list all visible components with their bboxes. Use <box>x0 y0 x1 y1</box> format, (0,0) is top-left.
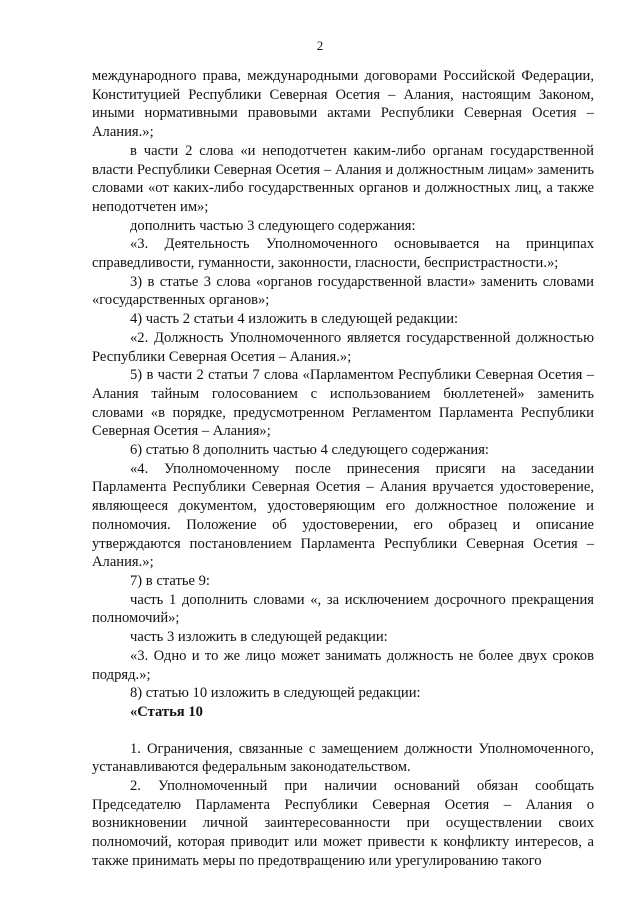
paragraph: часть 1 дополнить словами «, за исключением досрочного прекращения полномочий»; <box>92 591 594 627</box>
paragraph: 8) статью 10 изложить в следующей редакции: <box>130 685 421 702</box>
paragraph: 6) статью 8 дополнить частью 4 следующего содержания: <box>130 442 489 459</box>
paragraph: «2. Должность Уполномоченного является государственной должностью Республики Северная Осетия – Алания.»; <box>92 329 594 365</box>
spacer <box>92 722 594 740</box>
paragraph: 3) в статье 3 слова «органов государственной власти» заменить словами «государственных органов»; <box>92 273 594 309</box>
paragraph: в части 2 слова «и неподотчетен каким-либо органам государственной власти Республики Северная Осетия – Алания и должностным лицам» заменить словами «от каких-либо государственных органов и должностных лиц, а также неподотчетен им»; <box>92 142 594 215</box>
paragraph: «3. Одно и то же лицо может занимать должность не более двух сроков подряд.»; <box>92 647 594 683</box>
paragraph: 4) часть 2 статьи 4 изложить в следующей редакции: <box>130 311 459 328</box>
article-heading: «Статья 10 <box>130 703 203 720</box>
paragraph: часть 3 изложить в следующей редакции: <box>130 629 388 646</box>
paragraph: «4. Уполномоченному после принесения присяги на заседании Парламента Республики Северная Осетия – Алания вручается удостоверение, являющееся документом, удостоверяющим его должностное положение и полномочия. Положение об удостоверении, его образец и описание утверждаются постановлением Парламента Республики Северная Осетия – Алания.»; <box>92 460 594 571</box>
paragraph: 1. Ограничения, связанные с замещением должности Уполномоченного, устанавливаются федеральным законодательством. <box>92 740 594 776</box>
paragraph: 2. Уполномоченный при наличии оснований обязан сообщать Председателю Парламента Республики Северная Осетия – Алания о возникновении личной заинтересованности при осуществлении своих полномочий, которая приводит или может привести к конфликту интересов, а также принимать меры по предотвращению или урегулированию такого <box>92 778 594 869</box>
paragraph: международного права, международными договорами Российской Федерации, Конституцией Республики Северная Осетия – Алания, настоящим Законом, иными нормативными правовыми актами Республики Северная Осетия – Алания.»; <box>92 68 594 141</box>
paragraph: 7) в статье 9: <box>130 572 210 589</box>
page-number: 2 <box>316 38 324 53</box>
paragraph: дополнить частью 3 следующего содержания: <box>130 217 416 234</box>
paragraph: 5) в части 2 статьи 7 слова «Парламентом Республики Северная Осетия – Алания тайным голосованием с использованием бюллетеней» заменить словами «в порядке, предусмотренном Регламентом Парламента Республики Северная Осетия – Алания»; <box>92 367 594 440</box>
document-body <box>92 67 594 871</box>
paragraph: «3. Деятельность Уполномоченного основывается на принципах справедливости, гуманности, законности, гласности, беспристрастности.»; <box>92 236 594 272</box>
